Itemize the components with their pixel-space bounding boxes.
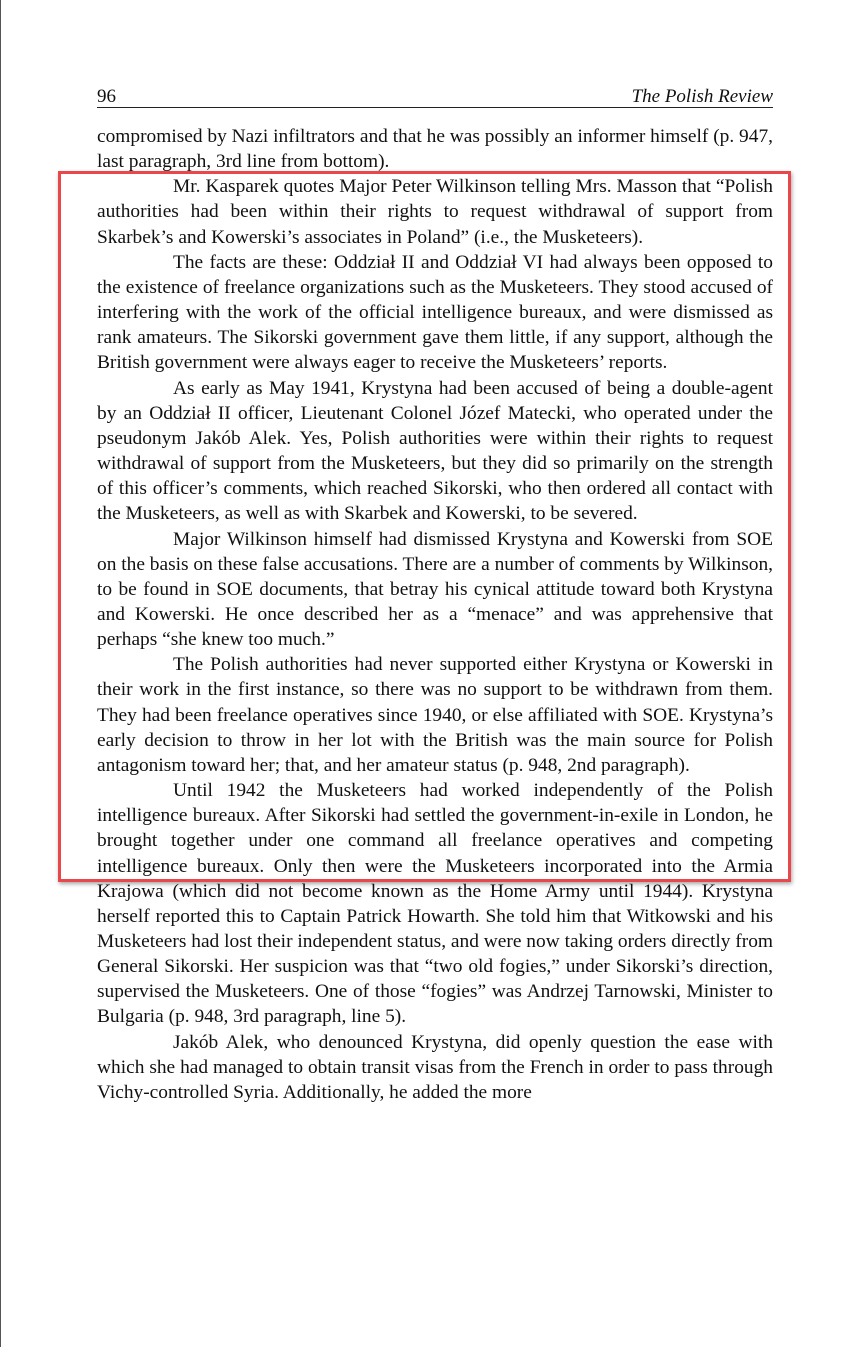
page-number: 96	[97, 86, 116, 107]
body-text	[97, 124, 773, 1105]
paragraph-facts: The facts are these: Oddział II and Oddział VI had always been opposed to the existence of freelance organizations such as the Musketeers. They stood accused of interfering with the work of the official intelligence bureaux, and were dismissed as rank amateurs. The Sikorski government gave them little, if any support, although the British government were always eager to receive the Musketeers’ reports.	[97, 251, 773, 374]
paragraph-may-1941: As early as May 1941, Krystyna had been accused of being a double-agent by an Oddział II officer, Lieutenant Colonel Józef Matecki, who operated under the pseudonym Jakób Alek. Yes, Polish authorities were within their rights to request withdrawal of support from the Musketeers, but they did so primarily on the strength of this officer’s comments, which reached Sikorski, who then ordered all contact with the Musketeers, as well as with Skarbek and Kowerski, to be severed.	[97, 377, 773, 525]
journal-title: The Polish Review	[631, 86, 773, 107]
page-edge	[0, 0, 1, 1347]
paragraph-continuation: compromised by Nazi infiltrators and that he was possibly an informer himself (p. 947, last paragraph, 3rd line from bottom).	[97, 126, 773, 173]
paragraph-jakob-alek: Jakób Alek, who denounced Krystyna, did openly question the ease with which she had managed to obtain transit visas from the French in order to pass through Vichy-controlled Syria. Additionally, he added the more	[97, 1031, 773, 1103]
paragraph-polish-authorities: The Polish authorities had never supported either Krystyna or Kowerski in their work in the first instance, so there was no support to be withdrawn from them. They had been freelance operatives since 1940, or else affiliated with SOE. Krystyna’s early decision to throw in her lot with the British was the main source for Polish antagonism toward her; that, and her amateur status (p. 948, 2nd paragraph).	[97, 654, 773, 776]
running-header	[97, 86, 773, 108]
paragraph-until-1942: Until 1942 the Musketeers had worked independently of the Polish intelligence bureaux. After Sikorski had settled the government-in-exile in London, he brought together under one command all freelance operatives and competing intelligence bureaux. Only then were the Musketeers incorporated into the Armia Krajowa (which did not become known as the Home Army until 1944). Krystyna herself reported this to Captain Patrick Howarth. She told him that Witkowski and his Musketeers had lost their independent status, and were now taking orders directly from General Sikorski. Her suspicion was that “two old fogies,” under Sikorski’s direction, supervised the Musketeers. One of those “fogies” was Andrzej Tarnowski, Minister to Bulgaria (p. 948, 3rd paragraph, line 5).	[97, 780, 773, 1028]
paragraph-kasparek-quote: Mr. Kasparek quotes Major Peter Wilkinson telling Mrs. Masson that “Polish authorities had been within their rights to request withdrawal of support from Skarbek’s and Kowerski’s associates in Poland” (i.e., the Musketeers).	[97, 176, 773, 248]
paragraph-wilkinson: Major Wilkinson himself had dismissed Krystyna and Kowerski from SOE on the basis on these false accusations. There are a number of comments by Wilkinson, to be found in SOE documents, that betray his cynical attitude toward both Krystyna and Kowerski. He once described her as a “menace” and was apprehensive that perhaps “she knew too much.”	[97, 528, 773, 651]
